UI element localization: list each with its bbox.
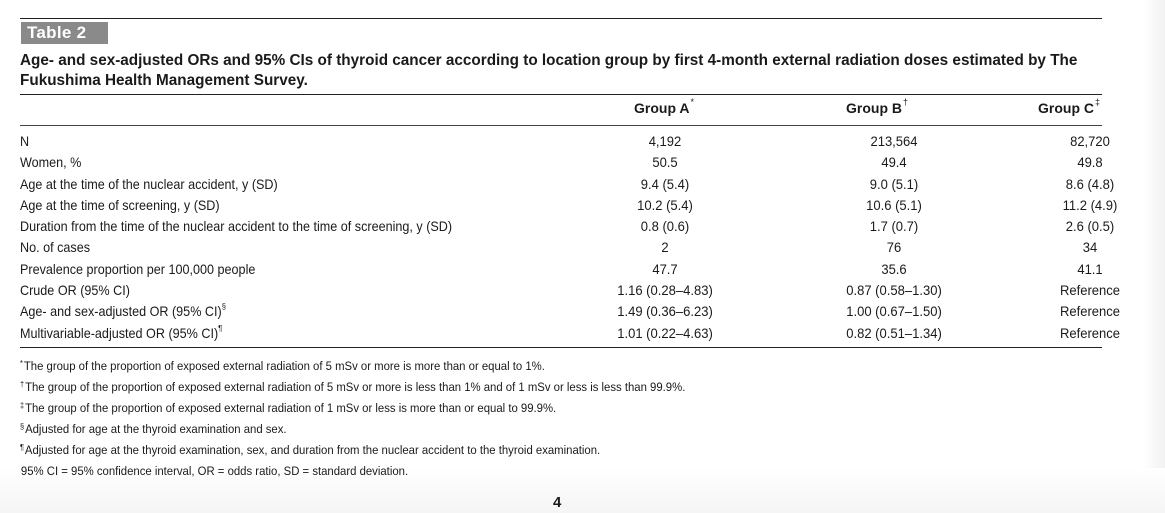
cell-group-a: 9.4 (5.4) xyxy=(640,175,690,192)
cell-group-c: 41.1 xyxy=(1077,260,1103,277)
column-header-group-a xyxy=(634,97,694,116)
table-row xyxy=(20,131,1110,152)
column-header-mark: * xyxy=(690,97,694,107)
table-row xyxy=(20,174,1115,195)
footnote: ¶Adjusted for age at the thyroid examination, sex, and duration from the nuclear accident to the thyroid examination. xyxy=(20,443,601,457)
cell-group-b: 76 xyxy=(886,239,902,256)
cell-group-c: 49.8 xyxy=(1077,154,1103,171)
footnote: *The group of the proportion of exposed external radiation of 5 mSv or more is more than or equal to 1%. xyxy=(20,359,545,373)
cell-group-b: 0.87 (0.58–1.30) xyxy=(846,282,942,299)
cell-group-b: 0.82 (0.51–1.34) xyxy=(846,324,942,341)
table-bottom-rule xyxy=(20,347,1102,348)
cell-group-c: 34 xyxy=(1082,239,1098,256)
row-label: Prevalence proportion per 100,000 people xyxy=(20,260,256,277)
cell-group-b: 10.6 (5.1) xyxy=(866,196,922,213)
table-row xyxy=(20,152,1102,173)
column-header-mark: ‡ xyxy=(1095,97,1101,107)
table-body xyxy=(20,131,1121,344)
cell-group-a: 2 xyxy=(661,239,669,256)
table-row xyxy=(20,301,1121,322)
cell-group-c: 8.6 (4.8) xyxy=(1065,175,1115,192)
cell-group-b: 1.7 (0.7) xyxy=(869,218,919,235)
column-header-group-b xyxy=(846,97,909,116)
table-row xyxy=(20,237,1102,258)
cell-group-c: Reference xyxy=(1059,282,1121,299)
footnotes xyxy=(20,356,1100,482)
footnote: §Adjusted for age at the thyroid examination and sex. xyxy=(20,422,287,436)
table-row xyxy=(20,259,1102,280)
row-label: No. of cases xyxy=(20,239,91,256)
column-header-label: Group C xyxy=(1038,100,1094,116)
row-label: Age at the time of the nuclear accident, y (SD) xyxy=(20,175,278,192)
cell-group-c: Reference xyxy=(1059,324,1121,341)
cell-group-a: 1.16 (0.28–4.83) xyxy=(617,282,713,299)
row-label: Women, % xyxy=(20,154,82,171)
column-header-mark: † xyxy=(903,97,909,107)
row-label: Crude OR (95% CI) xyxy=(20,282,130,299)
cell-group-c: 11.2 (4.9) xyxy=(1062,196,1118,213)
column-header-label: Group B xyxy=(846,100,902,116)
table-label: Table 2 xyxy=(21,22,108,44)
header-bottom-rule xyxy=(20,125,1102,126)
column-header-label: Group A xyxy=(634,100,690,116)
cell-group-b: 1.00 (0.67–1.50) xyxy=(846,303,942,320)
row-label: Age at the time of screening, y (SD) xyxy=(20,196,220,213)
cell-group-a: 50.5 xyxy=(652,154,678,171)
cell-group-a: 1.49 (0.36–6.23) xyxy=(617,303,713,320)
header-top-rule xyxy=(20,94,1102,95)
cell-group-a: 10.2 (5.4) xyxy=(637,196,693,213)
table-row xyxy=(20,195,1118,216)
cell-group-b: 49.4 xyxy=(881,154,907,171)
row-label: Duration from the time of the nuclear accident to the time of screening, y (SD) xyxy=(20,218,453,235)
cell-group-a: 47.7 xyxy=(652,260,678,277)
row-label: N xyxy=(20,133,30,149)
row-label: Multivariable-adjusted OR (95% CI)¶ xyxy=(20,322,223,341)
footnote: †The group of the proportion of exposed external radiation of 5 mSv or more is less than 1% and of 1 mSv or less is less than 99.9%. xyxy=(20,380,686,394)
cell-group-a: 4,192 xyxy=(648,133,682,149)
page-number: 4 xyxy=(553,494,562,511)
cell-group-a: 0.8 (0.6) xyxy=(640,218,690,235)
cell-group-c: 2.6 (0.5) xyxy=(1065,218,1115,235)
footnote: 95% CI = 95% confidence interval, OR = odds ratio, SD = standard deviation. xyxy=(20,464,409,478)
footnote: ‡The group of the proportion of exposed external radiation of 1 mSv or less is more than or equal to 99.9%. xyxy=(20,401,557,415)
cell-group-c: 82,720 xyxy=(1070,133,1110,149)
cell-group-c: Reference xyxy=(1059,303,1121,320)
table-caption: Age- and sex-adjusted ORs and 95% CIs of thyroid cancer according to location group by first 4-month external radiation doses estimated by The Fukushima Health Management Survey. xyxy=(20,52,1078,89)
cell-group-b: 35.6 xyxy=(881,260,907,277)
table-row xyxy=(20,216,1115,237)
column-header-group-c xyxy=(1038,97,1101,116)
table-row xyxy=(20,322,1121,344)
cell-group-a: 1.01 (0.22–4.63) xyxy=(617,324,713,341)
table-top-rule xyxy=(20,18,1102,19)
cell-group-b: 9.0 (5.1) xyxy=(869,175,919,192)
row-label: Age- and sex-adjusted OR (95% CI)§ xyxy=(20,301,226,320)
table-row xyxy=(20,280,1121,301)
cell-group-b: 213,564 xyxy=(870,133,918,149)
